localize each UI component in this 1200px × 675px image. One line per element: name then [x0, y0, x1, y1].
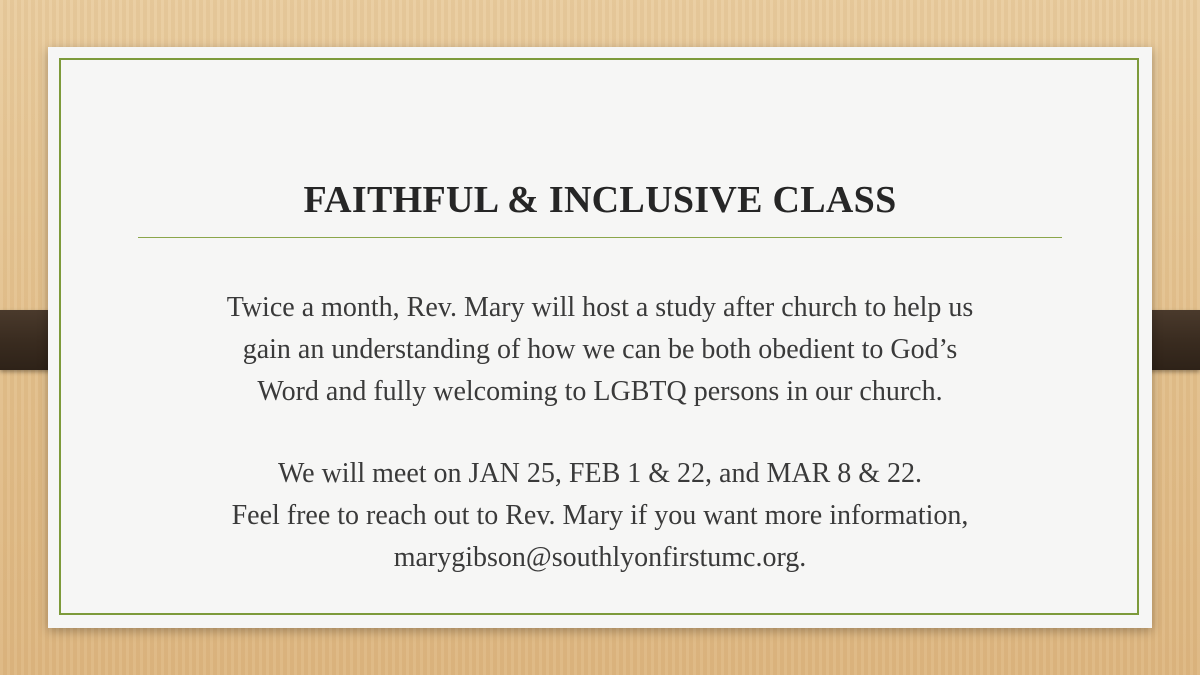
announcement-card: [48, 47, 1152, 628]
description-line: Word and fully welcoming to LGBTQ persons in our church.: [257, 376, 943, 407]
title-divider: [138, 237, 1062, 238]
description-line: Twice a month, Rev. Mary will host a study after church to help us: [226, 292, 974, 323]
slide-title: FAITHFUL & INCLUSIVE CLASS: [303, 179, 897, 221]
meeting-dates-line: We will meet on JAN 25, FEB 1 & 22, and MAR 8 & 22.: [277, 458, 923, 489]
contact-line: Feel free to reach out to Rev. Mary if you want more information,: [231, 500, 969, 531]
details-paragraph: [48, 453, 1152, 579]
description-line: gain an understanding of how we can be both obedient to God’s: [242, 334, 958, 365]
description-paragraph: [48, 287, 1152, 413]
contact-email: marygibson@southlyonfirstumc.org.: [393, 542, 807, 573]
